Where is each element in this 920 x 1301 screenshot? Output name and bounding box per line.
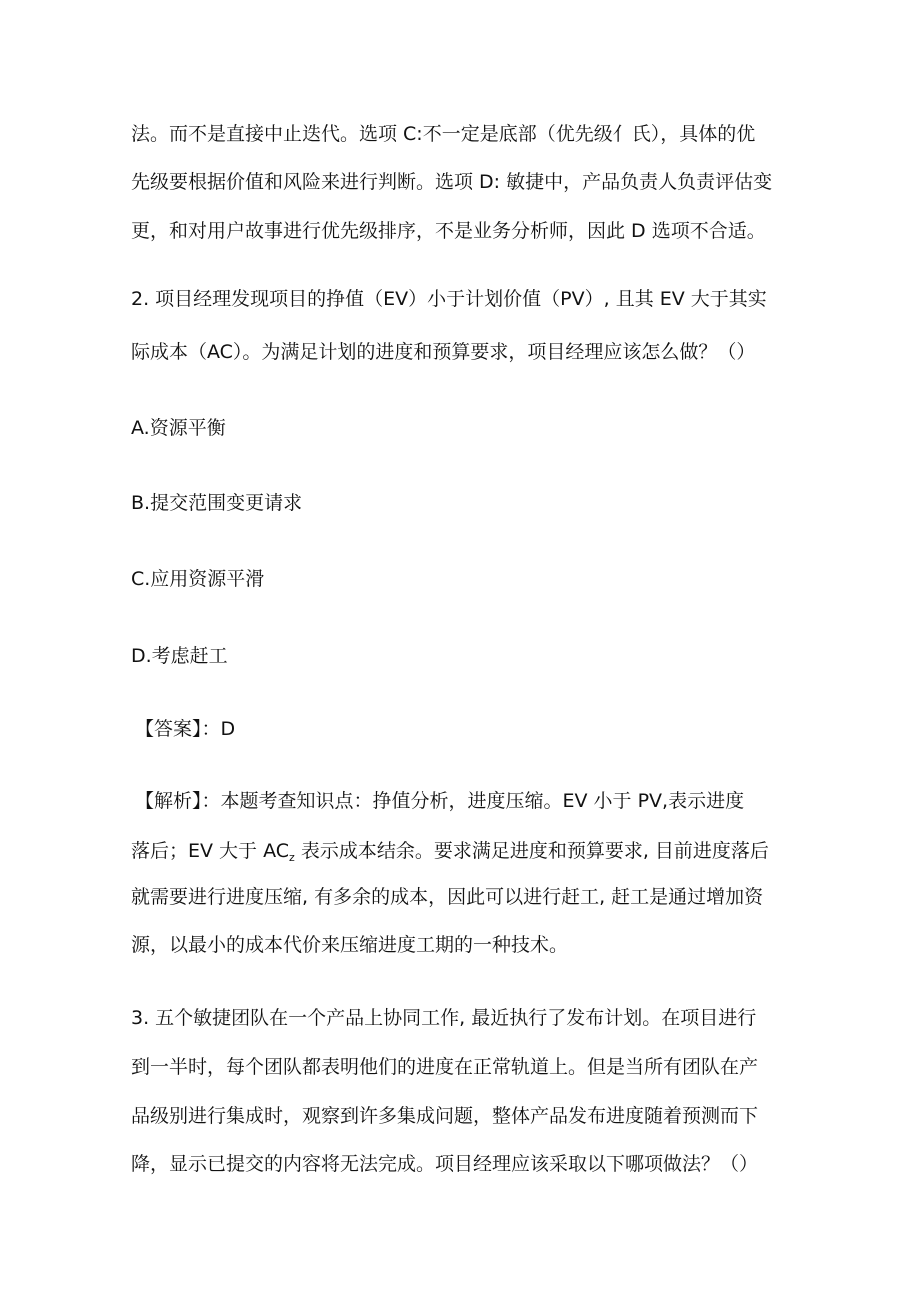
question-2-stem-line-1: 2. 项目经理发现项目的挣值（EV）小于计划价值（PV）, 且其 EV 大于其实 <box>131 288 767 310</box>
explanation-line-1: 法。而不是直接中止迭代。选项 C:不一定是底部（优先级亻氏），具体的优 <box>131 123 756 145</box>
analysis-line-4: 源，以最小的成本代价来压缩进度工期的一种技术。 <box>131 934 569 956</box>
question-3-stem-line-4: 降，显示已提交的内容将无法完成。项目经理应该采取以下哪项做法？（） <box>131 1153 759 1175</box>
explanation-line-3: 更，和对用户故事进行优先级排序，不是业务分析师，因此 D 选项不合适。 <box>131 220 766 242</box>
question-2-option-d: D.考虑赶工 <box>131 645 228 667</box>
question-2-option-c: C.应用资源平滑 <box>131 568 265 590</box>
analysis-line-2 <box>131 838 769 864</box>
analysis-line-2-text: 落后；EV 大于 AC <box>131 840 290 862</box>
question-2-option-b: B.提交范围变更请求 <box>131 492 303 514</box>
question-2-option-a: A.资源平衡 <box>131 417 226 439</box>
question-3-stem-line-1: 3. 五个敏捷团队在一个产品上协同工作, 最近执行了发布计划。在项目进行 <box>131 1007 757 1029</box>
question-2-stem-line-2: 际成本（AC）。为满足计划的进度和预算要求，项目经理应该怎么做？（） <box>131 341 756 363</box>
analysis-line-1: 【解析】：本题考查知识点：挣值分析，进度压缩。EV 小于 PV,表示进度 <box>135 790 745 812</box>
question-2-answer: 【答案】：D <box>135 718 236 740</box>
explanation-line-2: 先级要根据价值和风险来进行判断。选项 D: 敏捷中，产品负责人负责评估变 <box>131 171 773 193</box>
question-3-stem-line-2: 到一半时，每个团队都表明他们的进度在正常轨道上。但是当所有团队在产 <box>131 1056 759 1078</box>
analysis-line-2-text-rest: 表示成本结余。要求满足进度和预算要求, 目前进度落后 <box>294 840 769 862</box>
subscript-z: z <box>289 851 295 864</box>
question-3-stem-line-3: 品级别进行集成时，观察到许多集成问题，整体产品发布进度随着预测而下 <box>131 1105 759 1127</box>
analysis-line-3: 就需要进行进度压缩, 有多余的成本，因此可以进行赶工, 赶工是通过增加资 <box>131 886 764 908</box>
